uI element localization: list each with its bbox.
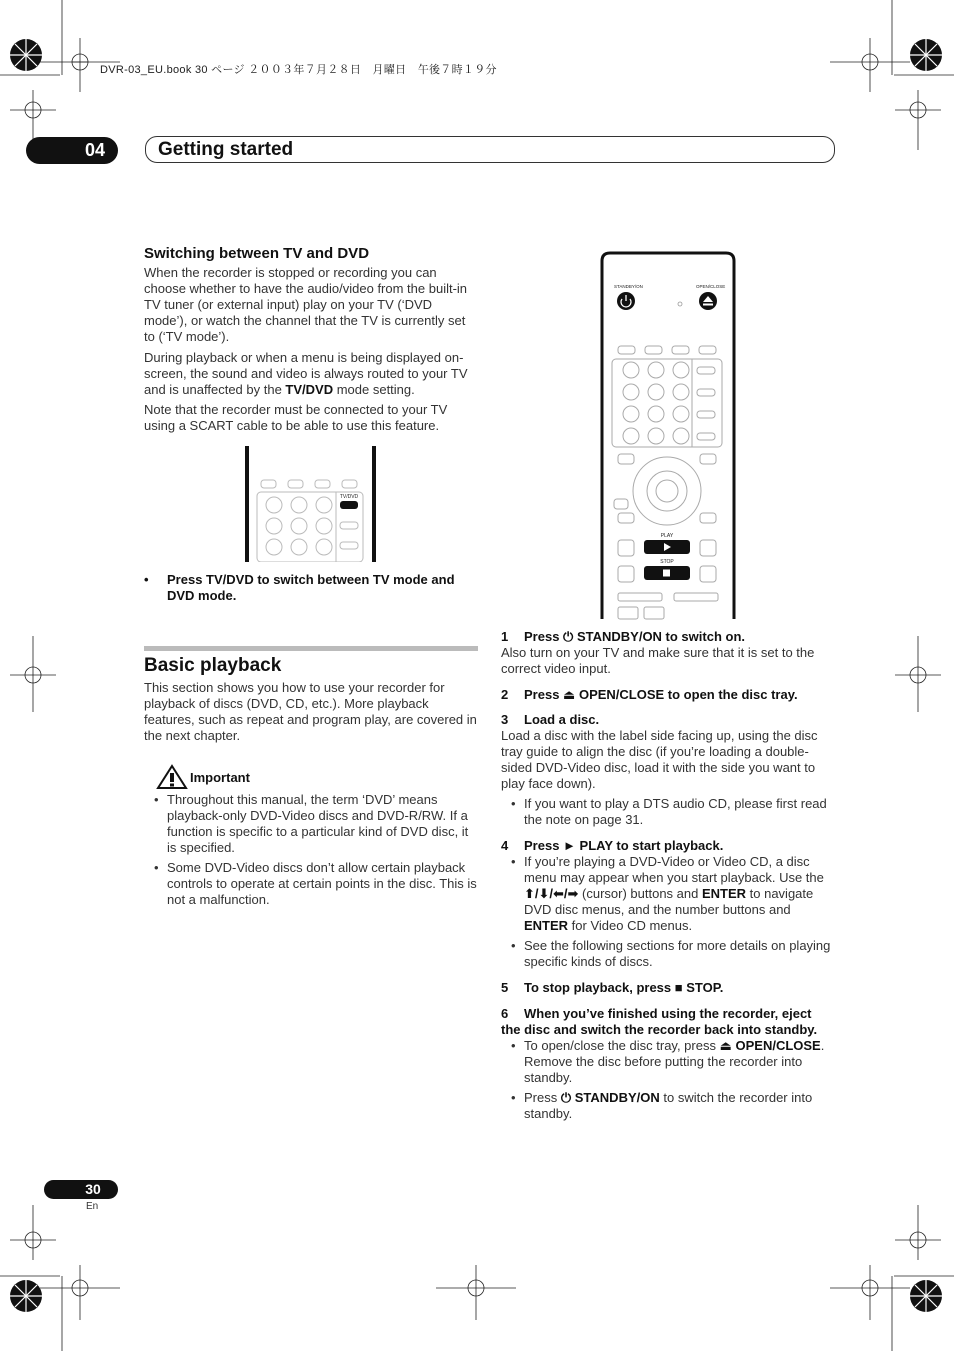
bullet-text: to switch the recorder into standby. — [524, 1090, 813, 1121]
instruction-text: Press TV/DVD to switch between TV mode and DVD mode. — [167, 572, 455, 603]
step-3-body: Load a disc with the label side facing up, using the disc tray guide to align the disc (if you’re loading a double-sided DVD-Video disc, load it with the side you want to play face down). — [501, 728, 818, 791]
open-close-label: OPEN/CLOSE — [696, 284, 726, 289]
tv-dvd-remote-illustration — [243, 446, 379, 562]
step-6 — [501, 1006, 834, 1038]
eject-icon: ⏏ — [563, 687, 576, 702]
step-number: 6 — [501, 1006, 509, 1021]
bullet-text: To open/close the disc tray, press — [524, 1038, 720, 1053]
important-item: • Throughout this manual, the term ‘DVD’ means playback-only DVD-Video discs and DVD-R/RW. If a function is specific to a particular kind of DVD disc, it is specified. — [154, 792, 469, 855]
cursor-buttons-icon: ⬆/⬇/⬅/➡ — [524, 886, 579, 901]
page-number: 30 — [44, 1180, 118, 1199]
step-1 — [501, 629, 834, 645]
section-rule — [144, 646, 478, 651]
tv-dvd-key: TV/DVD — [285, 382, 334, 397]
eject-icon: ⏏ — [719, 1038, 732, 1053]
bullet-text: See the following sections for more details on playing specific kinds of discs. — [524, 938, 831, 969]
step-number: 1 — [501, 629, 509, 644]
instruction-bullet: • — [144, 572, 149, 587]
step-number: 5 — [501, 980, 509, 995]
step-text: Press — [524, 687, 564, 702]
step-4-bullet-2: • See the following sections for more details on playing specific kinds of discs. — [511, 938, 831, 969]
remote-control-illustration — [600, 251, 736, 621]
enter-key: ENTER — [701, 886, 747, 901]
important-item-text: Throughout this manual, the term ‘DVD’ means playback-only DVD-Video discs and DVD-R/RW. If a function is specific to a particular kind of DVD disc, it is specified. — [167, 792, 469, 855]
bullet-text: to navigate DVD disc menus, and the number buttons and — [524, 886, 814, 917]
important-item-text: Some DVD-Video discs don’t allow certain playback controls to operate at certain points in the disc. This is not a malfunction. — [167, 860, 477, 907]
step-text: Press — [524, 838, 564, 853]
switching-paragraph-3: Note that the recorder must be connected to your TV using a SCART cable to be able to use this feature. — [144, 402, 448, 433]
play-icon: ► — [563, 838, 576, 853]
bullet-text: If you’re playing a DVD-Video or Video CD, a disc menu may appear when you start playback. Use the — [524, 854, 824, 885]
step-4 — [501, 838, 834, 854]
step-text: STOP. — [682, 980, 724, 995]
bullet-text: Press — [524, 1090, 561, 1105]
stop-icon: ■ — [674, 980, 683, 995]
step-3-bullet: • If you want to play a DTS audio CD, please first read the note on page 31. — [511, 796, 827, 827]
play-label: PLAY — [660, 533, 674, 539]
step-3 — [501, 712, 834, 728]
step-text: When you’ve finished using the recorder, eject the disc and switch the recorder back into standby. — [501, 1006, 818, 1037]
stop-label: STOP — [660, 559, 674, 565]
step-text: OPEN/CLOSE to open the disc tray. — [575, 687, 798, 702]
open-close-key: OPEN/CLOSE — [731, 1038, 821, 1053]
step-number: 3 — [501, 712, 509, 727]
step-text: Load a disc. — [524, 712, 600, 727]
p2-text: During playback or when a menu is being displayed on-screen, the sound and video is always routed to your TV and is unaffected by the — [144, 350, 468, 397]
chapter-title: Getting started — [158, 139, 294, 160]
power-icon: ⏻ — [560, 1090, 572, 1105]
step-text: STANDBY/ON to switch on. — [573, 629, 745, 644]
standby-key: STANDBY/ON — [571, 1090, 660, 1105]
p2-text-end: mode setting. — [333, 382, 415, 397]
step-text: To stop playback, press — [524, 980, 675, 995]
important-item: • Some DVD-Video discs don’t allow certain playback controls to operate at certain points in the disc. This is not a malfunction. — [154, 860, 477, 907]
enter-key: ENTER — [524, 918, 569, 933]
step-1-body: Also turn on your TV and make sure that it is set to the correct video input. — [501, 645, 815, 676]
basic-playback-heading: Basic playback — [144, 655, 282, 676]
remote-tv-dvd-label: TV/DVD — [339, 494, 359, 500]
basic-playback-section — [144, 655, 478, 744]
step-text: Press — [524, 629, 564, 644]
step-2 — [501, 687, 834, 703]
bullet-text: for Video CD menus. — [568, 918, 693, 933]
step-6-bullet-1: • To open/close the disc tray, press ⏏ OPEN/CLOSE. Remove the disc before putting the recorder into standby. — [511, 1038, 825, 1085]
bullet-text: . Remove the disc before putting the recorder into standby. — [524, 1038, 825, 1085]
power-icon: ⏻ — [563, 629, 574, 644]
page-language: En — [86, 1201, 99, 1212]
switching-section — [144, 245, 478, 434]
switching-paragraph-1: When the recorder is stopped or recording you can choose whether to have the audio/video from the built-in TV tuner (or external input) play on your TV (‘DVD mode’), or watch the channel that the TV is currently set to (‘TV mode’). — [144, 265, 468, 344]
step-4-bullet-1: • If you’re playing a DVD-Video or Video CD, a disc menu may appear when you start playback. Use the ⬆/⬇/⬅/➡ (cursor) buttons and ENTER to navigate DVD disc menus, and the number buttons and ENTER for Video CD menus. — [511, 854, 824, 933]
standby-label: STANDBY/ON — [614, 284, 643, 289]
bullet-text: If you want to play a DTS audio CD, please first read the note on page 31. — [524, 796, 827, 827]
tv-dvd-instruction — [144, 572, 478, 604]
step-number: 2 — [501, 687, 509, 702]
important-heading: Important — [190, 770, 250, 785]
print-info-line: DVR-03_EU.book 30 ページ ２００３年７月２８日 月曜日 午後７時１９分 — [100, 64, 497, 76]
playback-steps — [501, 629, 834, 1122]
switching-heading: Switching between TV and DVD — [144, 245, 370, 262]
step-6-bullet-2: • Press ⏻ STANDBY/ON to switch the recorder into standby. — [511, 1090, 813, 1121]
bullet-text: (cursor) buttons and — [578, 886, 702, 901]
step-text: PLAY to start playback. — [575, 838, 724, 853]
chapter-number: 04 — [84, 140, 106, 160]
basic-playback-intro: This section shows you how to use your recorder for playback of discs (DVD, CD, etc.). More playback features, such as repeat and program play, are covered in the next chapter. — [144, 680, 477, 743]
step-number: 4 — [501, 838, 509, 853]
step-5 — [501, 980, 834, 996]
switching-paragraph-2 — [144, 350, 478, 398]
